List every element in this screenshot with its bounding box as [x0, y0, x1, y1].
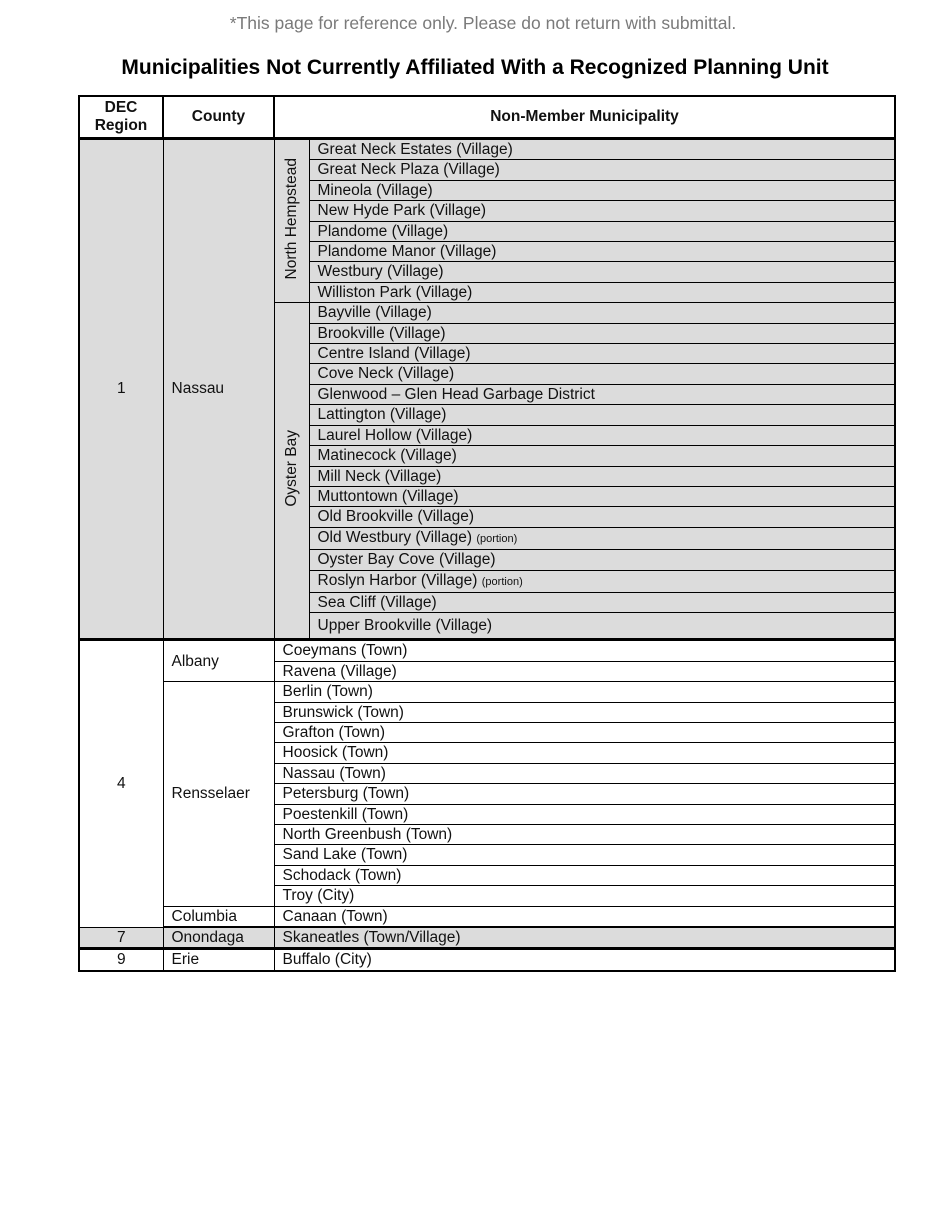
page-title: Municipalities Not Currently Affiliated With a Recognized Planning Unit [121, 56, 829, 79]
municipality-cell: Plandome (Village) [309, 221, 895, 241]
county-cell: Albany [163, 640, 274, 682]
municipality-cell: Schodack (Town) [274, 865, 895, 885]
county-cell: Nassau [163, 139, 274, 640]
municipality-cell: Coeymans (Town) [274, 640, 895, 661]
municipality-cell [309, 425, 895, 445]
table-header-row [79, 96, 895, 139]
municipality-cell: Poestenkill (Town) [274, 804, 895, 824]
municipality-cell [309, 323, 895, 343]
header-county: County [163, 96, 274, 139]
portion-note: (portion) [481, 575, 523, 588]
municipality-cell [309, 303, 895, 323]
municipality-cell [309, 550, 895, 570]
municipality-name: Matinecock (Village) [317, 447, 457, 465]
county-cell: Erie [163, 949, 274, 971]
municipality-cell [309, 446, 895, 466]
town-label-north-hempstead [274, 139, 309, 303]
county-cell: Columbia [163, 906, 274, 927]
portion-note: (portion) [476, 532, 518, 545]
municipality-cell: Nassau (Town) [274, 763, 895, 783]
municipality-name: Upper Brookville (Village) [317, 617, 493, 635]
municipality-name: Muttontown (Village) [317, 487, 459, 505]
municipality-cell: Plandome Manor (Village) [309, 242, 895, 262]
municipality-cell [309, 507, 895, 527]
municipality-cell [309, 405, 895, 425]
municipality-name: Brookville (Village) [317, 324, 446, 342]
municipality-cell: Great Neck Plaza (Village) [309, 160, 895, 180]
municipality-cell: Mineola (Village) [309, 180, 895, 200]
municipality-name: Old Westbury (Village) [317, 528, 472, 546]
region-cell: 9 [79, 949, 163, 971]
region-cell: 1 [79, 139, 163, 640]
region-cell: 7 [79, 927, 163, 949]
municipality-table [78, 95, 896, 972]
table-body [79, 139, 895, 971]
county-cell: Rensselaer [163, 682, 274, 906]
municipality-cell: Williston Park (Village) [309, 282, 895, 302]
municipality-cell: Grafton (Town) [274, 722, 895, 742]
municipality-cell: Skaneatles (Town/Village) [274, 927, 895, 949]
reference-note: *This page for reference only. Please do not return with submittal. [229, 13, 737, 33]
municipality-cell: Canaan (Town) [274, 906, 895, 927]
table-row [79, 640, 895, 661]
municipality-cell [309, 486, 895, 506]
municipality-cell: Berlin (Town) [274, 682, 895, 702]
table-row [79, 949, 895, 971]
municipality-name: Centre Island (Village) [317, 345, 471, 363]
municipality-cell: Buffalo (City) [274, 949, 895, 971]
municipality-cell [309, 613, 895, 640]
header-municipality: Non-Member Municipality [274, 96, 895, 139]
municipality-cell [309, 344, 895, 364]
header-dec-region: DEC Region [79, 96, 163, 139]
region-cell: 4 [79, 640, 163, 927]
municipality-cell: Ravena (Village) [274, 661, 895, 681]
municipality-cell: Hoosick (Town) [274, 743, 895, 763]
municipality-cell [309, 527, 895, 549]
table-row [79, 906, 895, 927]
municipality-name: Old Brookville (Village) [317, 508, 474, 526]
municipality-cell [309, 592, 895, 612]
municipality-name: Lattington (Village) [317, 406, 447, 424]
town-label-text: North Hempstead [282, 157, 300, 280]
table-row [79, 139, 895, 160]
municipality-cell [309, 570, 895, 592]
municipality-cell [309, 384, 895, 404]
municipality-cell [309, 466, 895, 486]
municipality-cell: Troy (City) [274, 886, 895, 906]
municipality-name: Sea Cliff (Village) [317, 593, 437, 611]
municipality-cell [309, 364, 895, 384]
municipality-cell: New Hyde Park (Village) [309, 201, 895, 221]
municipality-cell: Westbury (Village) [309, 262, 895, 282]
table-row [79, 682, 895, 702]
municipality-name: Cove Neck (Village) [317, 365, 455, 383]
municipality-cell: Brunswick (Town) [274, 702, 895, 722]
county-cell: Onondaga [163, 927, 274, 949]
municipality-cell: North Greenbush (Town) [274, 825, 895, 845]
municipality-name: Bayville (Village) [317, 304, 432, 322]
municipality-name: Glenwood – Glen Head Garbage District [317, 385, 595, 403]
municipality-name: Oyster Bay Cove (Village) [317, 551, 496, 569]
municipality-name: Laurel Hollow (Village) [317, 426, 473, 444]
municipality-cell: Petersburg (Town) [274, 784, 895, 804]
municipality-cell: Great Neck Estates (Village) [309, 139, 895, 160]
town-label-text: Oyster Bay [282, 429, 300, 507]
table-row [79, 927, 895, 949]
municipality-cell: Sand Lake (Town) [274, 845, 895, 865]
town-label-oyster-bay [274, 303, 309, 640]
municipality-name: Mill Neck (Village) [317, 467, 442, 485]
municipality-name: Roslyn Harbor (Village) [317, 571, 478, 589]
